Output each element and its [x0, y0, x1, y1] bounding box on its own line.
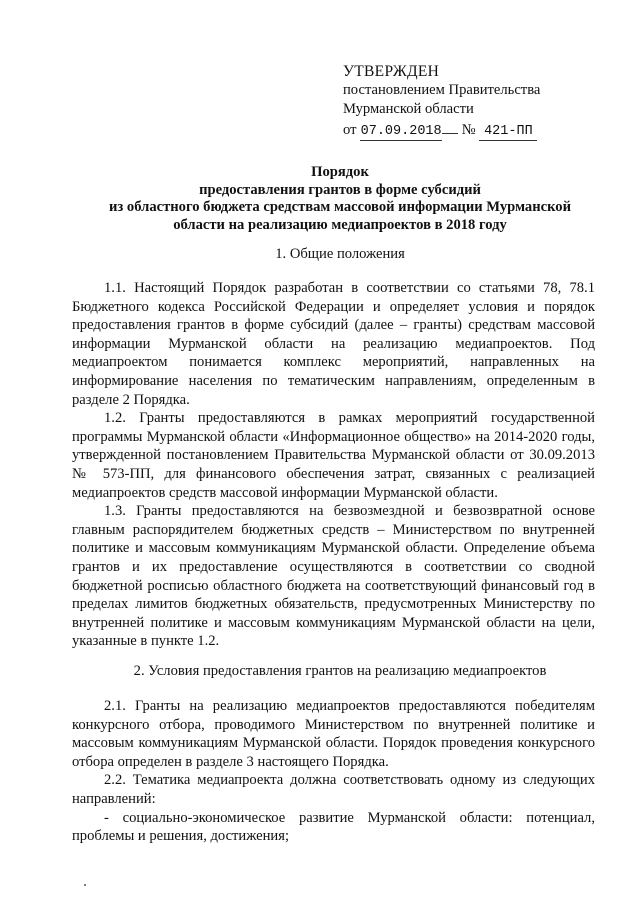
- document-title: [60, 164, 620, 234]
- approval-number: 421-ПП: [479, 124, 537, 141]
- section-2-body: [72, 697, 595, 846]
- title-line-3: из областного бюджета средствам массовой информации Мурманской: [108, 199, 572, 215]
- from-label: от: [343, 122, 357, 138]
- approval-line-1: постановлением Правительства: [343, 82, 541, 98]
- number-label: №: [461, 122, 476, 138]
- approval-date-number: [343, 119, 603, 141]
- paragraph-1-2: 1.2. Гранты предоставляются в рамках мероприятий государственной программы Мурманской области «Информационное общество» на 2014-2020 годы, утвержденной постановлением Правительства Мурманской области от 30.09.2013 № 573-ПП, для финансового обеспечения затрат, связанных с реализацией медиапроектов средств массовой информации Мурманской области.: [72, 410, 595, 501]
- title-line-1: Порядок: [311, 164, 369, 180]
- section-1-body: [72, 279, 595, 651]
- paragraph-2-2: 2.2. Тематика медиапроекта должна соответствовать одному из следующих направлений:: [72, 772, 595, 807]
- title-line-4: области на реализацию медиапроектов в 2018 году: [173, 216, 507, 233]
- scan-speck: [84, 884, 86, 886]
- paragraph-1-1: 1.1. Настоящий Порядок разработан в соответствии со статьями 78, 78.1 Бюджетного кодекса Российской Федерации и определяет условия и порядок предоставления грантов в форме субсидий (далее – гранты) средствам массовой информации Мурманской области на реализацию медиапроектов. Под медиапроектом понимается комплекс мероприятий, направленных на информирование населения по тематическим направлениям, определенным в разделе 2 Порядка.: [72, 280, 595, 408]
- section-1-heading: 1. Общие положения: [275, 246, 405, 262]
- approval-heading: УТВЕРЖДЕН: [343, 63, 440, 80]
- approval-date: 07.09.2018: [360, 124, 442, 139]
- paragraph-1-3: 1.3. Гранты предоставляются на безвозмездной и безвозвратной основе главным распорядителем бюджетных средств – Министерством по внутренней политике и массовым коммуникациям Мурманской области. Определение объема грантов и их предоставление осуществляются в соответствии со сводной бюджетной росписью областного бюджета на соответствующий финансовый год в пределах лимитов бюджетных обязательств, предусмотренных Министерству по внутренней политике и массовым коммуникациям Мурманской области на цели, указанные в пункте 1.2.: [72, 503, 595, 650]
- section-2-heading: 2. Условия предоставления грантов на реализацию медиапроектов: [133, 663, 547, 679]
- title-line-2: предоставления грантов в форме субсидий: [199, 181, 481, 198]
- approval-stamp: [343, 62, 603, 141]
- bullet-item: - социально-экономическое развитие Мурманской области: потенциал, проблемы и решения, достижения;: [72, 809, 595, 845]
- underline-gap: [442, 119, 458, 134]
- paragraph-2-1: 2.1. Гранты на реализацию медиапроектов предоставляются победителям конкурсного отбора, проводимого Министерством по внутренней политике и массовым коммуникациям Мурманской области. Порядок проведения конкурсного отбора определен в разделе 3 настоящего Порядка.: [72, 698, 595, 770]
- approval-line-2: Мурманской области: [343, 101, 474, 117]
